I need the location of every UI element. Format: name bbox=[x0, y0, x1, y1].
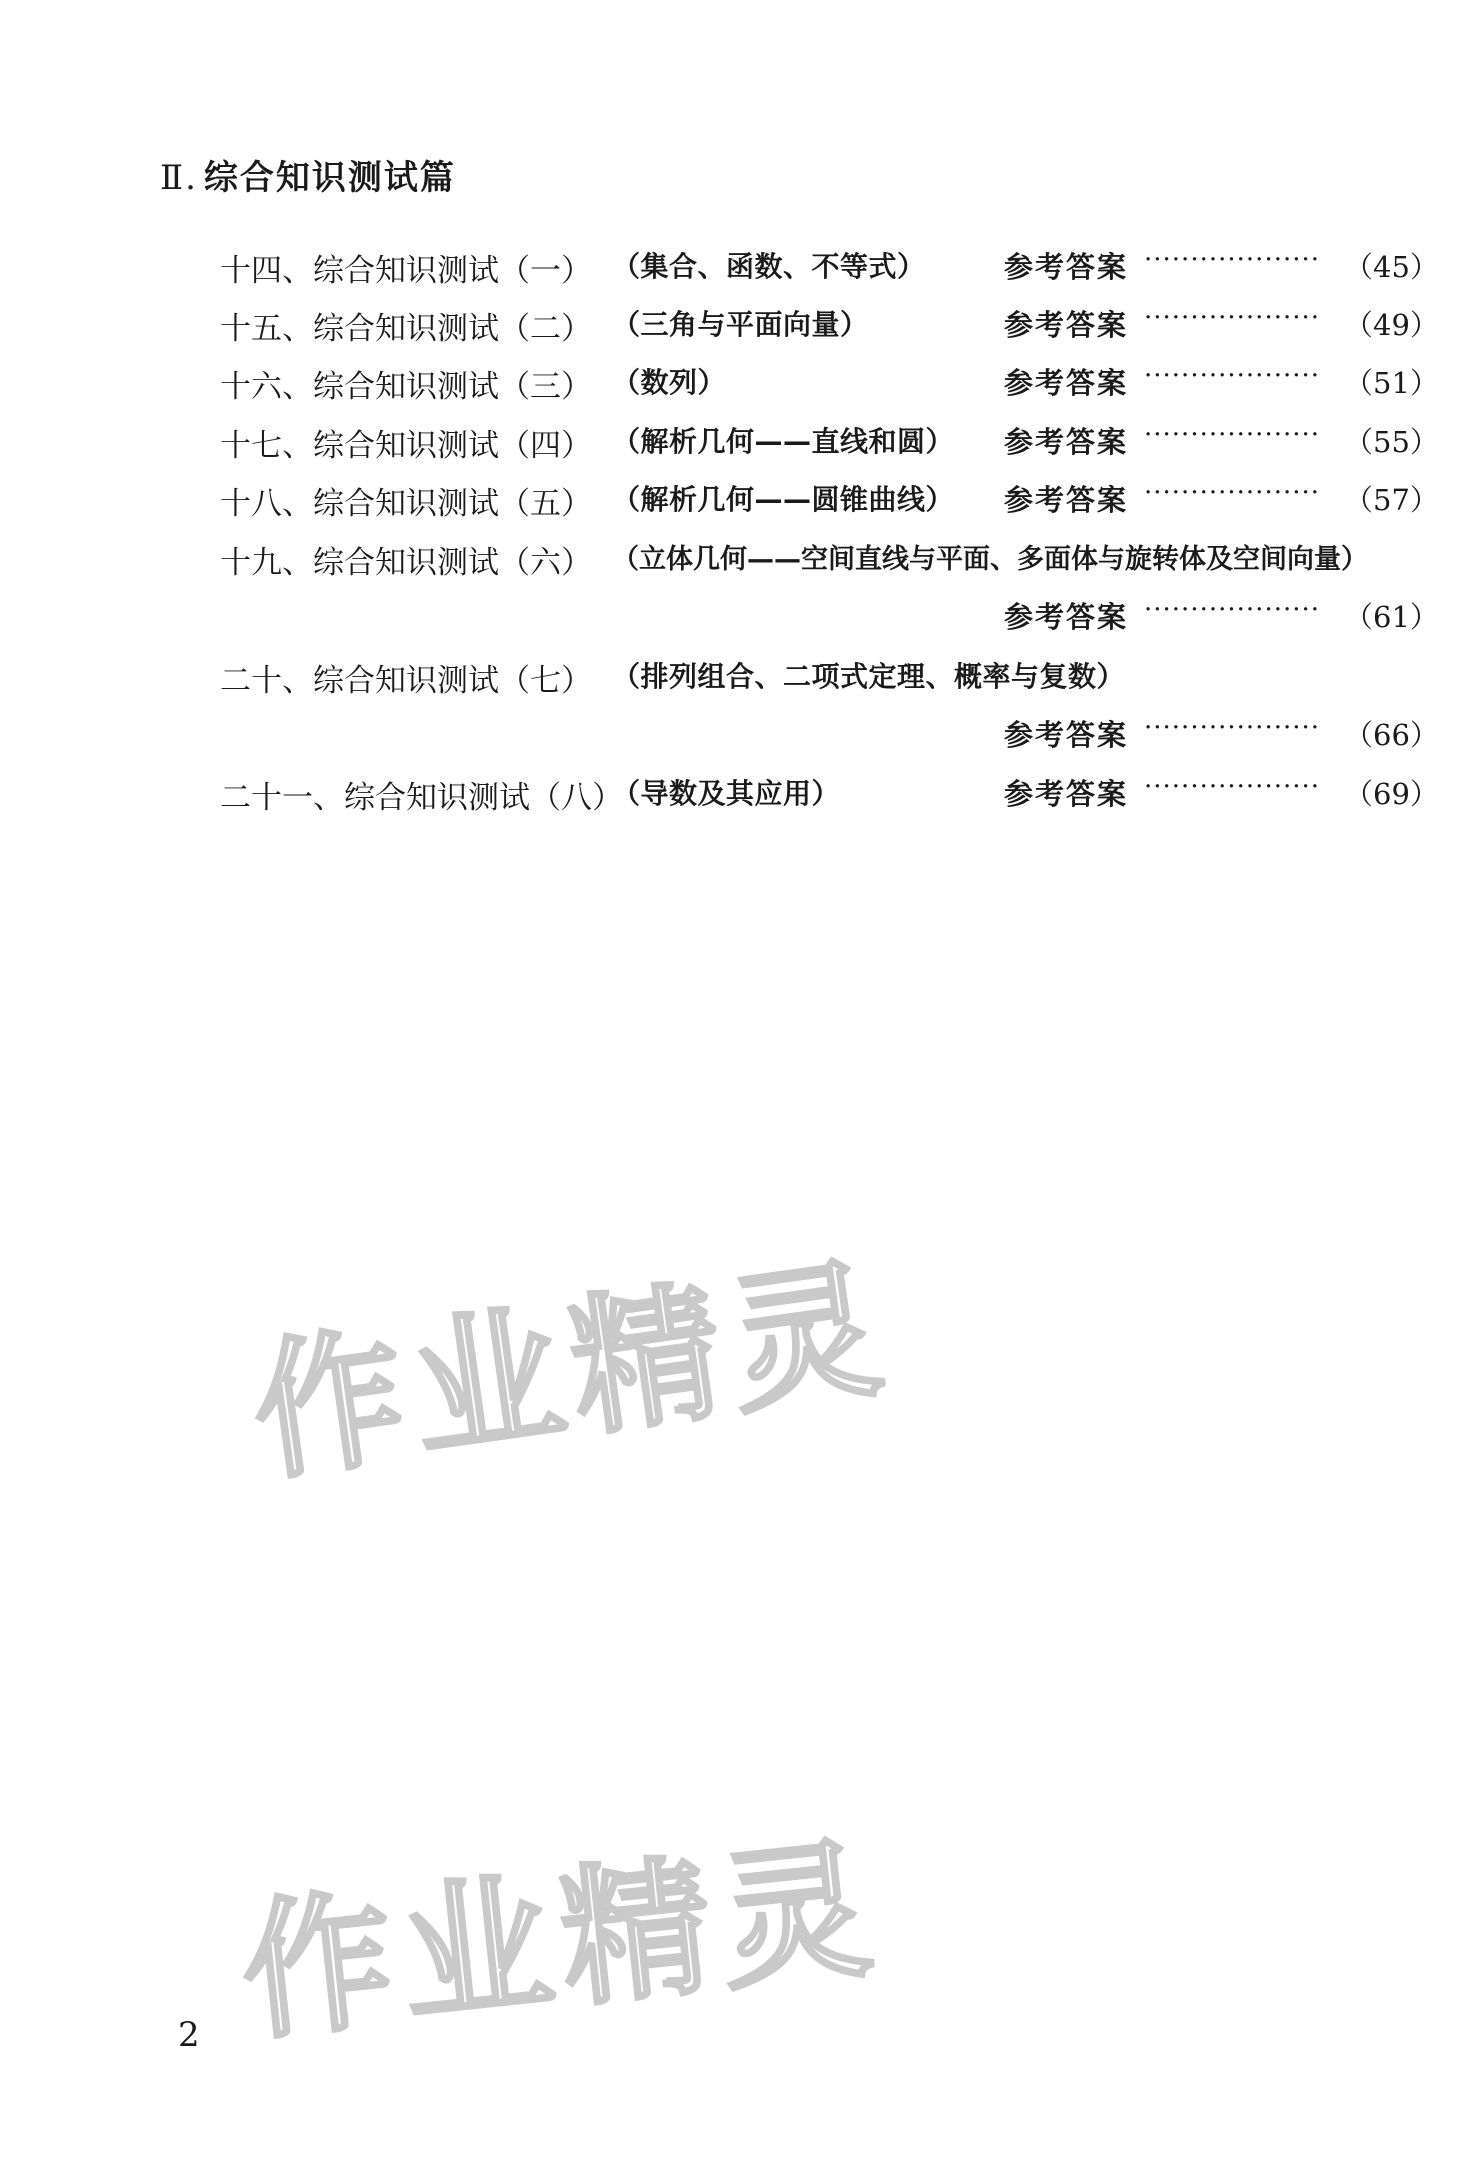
chapter-title: 二十、综合知识测试（七） bbox=[220, 663, 592, 699]
answer-label: 参考答案 bbox=[1004, 483, 1129, 517]
chapter-topic: （解析几何——圆锥曲线） bbox=[612, 483, 955, 516]
answer-label: 参考答案 bbox=[1004, 366, 1129, 400]
dot-leader: ··················· bbox=[1144, 772, 1321, 802]
answer-label: 参考答案 bbox=[1004, 250, 1129, 284]
chapter-title: 十五、综合知识测试（二） bbox=[220, 311, 592, 347]
chapter-title: 二十一、综合知识测试（八） bbox=[220, 780, 623, 816]
dot-leader: ··················· bbox=[1144, 595, 1321, 625]
chapter-title: 十六、综合知识测试（三） bbox=[220, 369, 592, 405]
chapter-topic: （三角与平面向量） bbox=[612, 308, 869, 341]
chapter-topic: （立体几何——空间直线与平面、多面体与旋转体及空间向量） bbox=[612, 544, 1368, 575]
dot-leader: ··················· bbox=[1144, 245, 1321, 275]
dot-leader: ··················· bbox=[1144, 303, 1321, 333]
answer-label: 参考答案 bbox=[1004, 777, 1129, 811]
answer-label: 参考答案 bbox=[1004, 600, 1129, 634]
toc-entry[interactable] bbox=[0, 537, 1475, 581]
page-reference: （51） bbox=[1344, 366, 1439, 400]
chapter-title: 十四、综合知识测试（一） bbox=[220, 253, 592, 289]
page-reference: （61） bbox=[1344, 600, 1439, 634]
toc-entry[interactable] bbox=[0, 478, 1475, 522]
dot-leader: ··················· bbox=[1144, 361, 1321, 391]
watermark: 作业精灵 bbox=[234, 1821, 889, 2062]
chapter-title: 十九、综合知识测试（六） bbox=[220, 545, 592, 581]
toc-entry-continuation[interactable] bbox=[0, 595, 1475, 639]
toc-entry[interactable] bbox=[0, 655, 1475, 699]
watermark: 作业精灵 bbox=[242, 1241, 901, 1503]
dot-leader: ··················· bbox=[1144, 478, 1321, 508]
page-reference: （66） bbox=[1344, 718, 1439, 752]
chapter-topic: （数列） bbox=[612, 366, 727, 399]
chapter-topic: （解析几何——直线和圆） bbox=[612, 425, 955, 458]
dot-leader: ··················· bbox=[1144, 420, 1321, 450]
chapter-title: 十八、综合知识测试（五） bbox=[220, 486, 592, 522]
dot-leader: ··················· bbox=[1144, 713, 1321, 743]
toc-entry[interactable] bbox=[0, 420, 1475, 464]
toc-entry[interactable] bbox=[0, 303, 1475, 347]
page-reference: （69） bbox=[1344, 777, 1439, 811]
chapter-topic: （排列组合、二项式定理、概率与复数） bbox=[612, 660, 1126, 693]
page-reference: （57） bbox=[1344, 483, 1439, 517]
chapter-topic: （集合、函数、不等式） bbox=[612, 250, 926, 283]
page-number: 2 bbox=[178, 2015, 200, 2055]
toc-entry[interactable] bbox=[0, 245, 1475, 289]
answer-label: 参考答案 bbox=[1004, 718, 1129, 752]
section-heading: 综合知识测试篇 bbox=[203, 158, 456, 198]
toc-entry-continuation[interactable] bbox=[0, 713, 1475, 757]
page-reference: （49） bbox=[1344, 308, 1439, 342]
answer-label: 参考答案 bbox=[1004, 308, 1129, 342]
answer-label: 参考答案 bbox=[1004, 425, 1129, 459]
toc-entry[interactable] bbox=[0, 361, 1475, 405]
chapter-title: 十七、综合知识测试（四） bbox=[220, 428, 592, 464]
page-reference: （45） bbox=[1344, 250, 1439, 284]
page-reference: （55） bbox=[1344, 425, 1439, 459]
chapter-topic: （导数及其应用） bbox=[612, 777, 841, 810]
toc-entry[interactable] bbox=[0, 772, 1475, 816]
section-title bbox=[160, 150, 456, 199]
section-roman-numeral: Ⅱ. bbox=[160, 158, 198, 198]
